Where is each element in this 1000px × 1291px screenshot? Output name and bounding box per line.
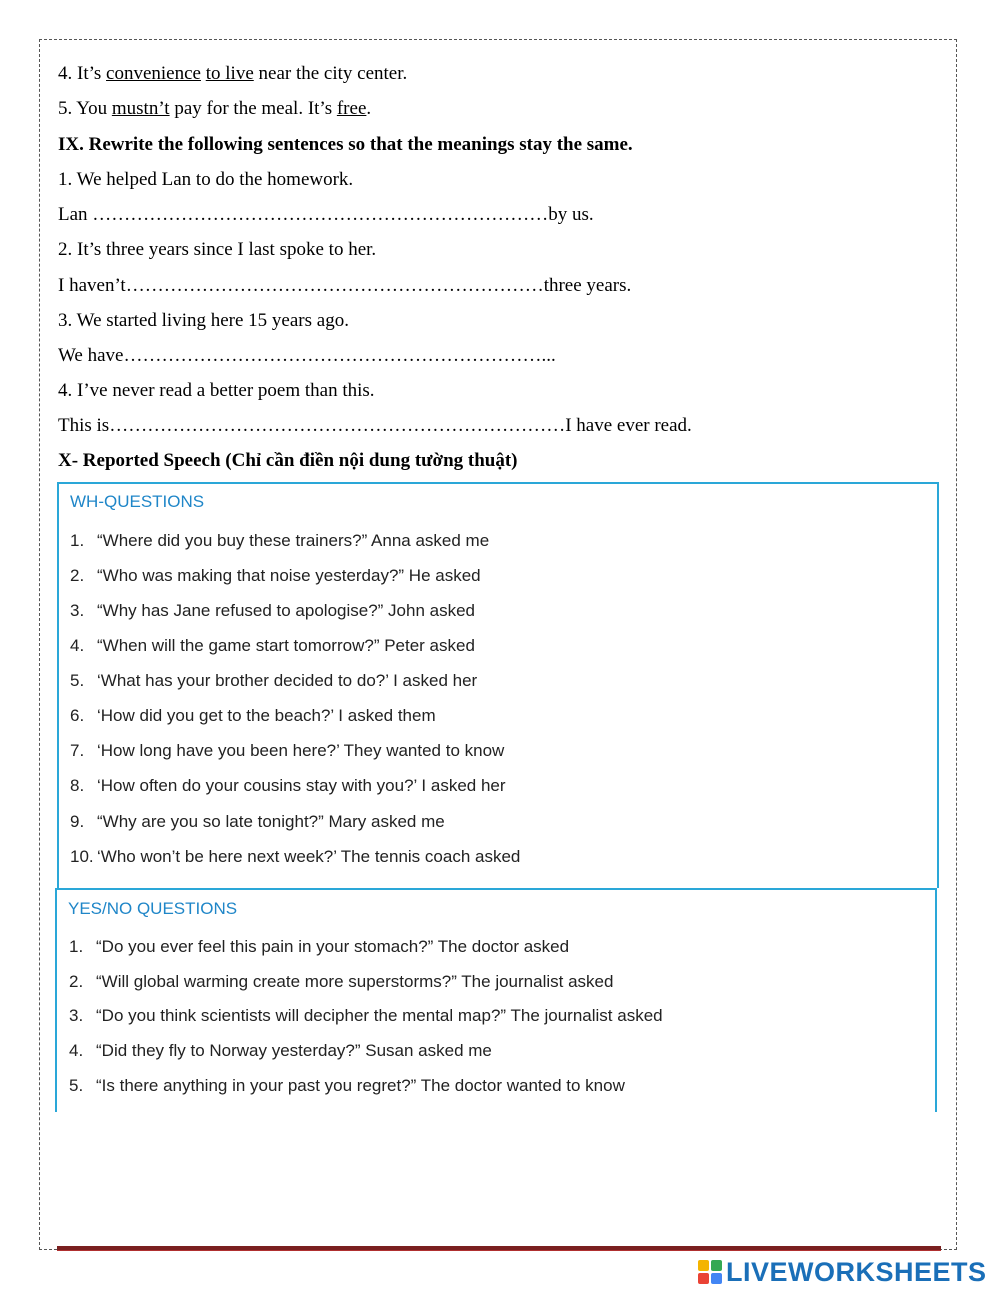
liveworksheets-logo[interactable]	[698, 1258, 987, 1286]
logo-square	[698, 1273, 709, 1284]
rewrite-answer-line[interactable]: This is………………………………………………………………I have ever read.	[58, 415, 692, 436]
section-10-heading: X- Reported Speech (Chỉ cần điền nội dung tường thuật)	[58, 450, 518, 471]
wh-question-text: “When will the game start tomorrow?” Peter asked	[97, 636, 475, 655]
question-number: 6.	[70, 706, 85, 725]
top-line-5: 5. You mustn’t pay for the meal. It’s free.	[58, 98, 372, 119]
underlined-word: free	[336, 98, 367, 119]
question-number: 2.	[69, 972, 84, 991]
question-number: 7.	[70, 741, 85, 760]
footer-divider	[57, 1246, 941, 1251]
wh-question-text: “Where did you buy these trainers?” Anna asked me	[97, 531, 490, 550]
underlined-word: to live	[205, 63, 254, 84]
wh-question-text: ‘Who won’t be here next week?’ The tennis coach asked	[97, 847, 521, 866]
question-number: 2.	[70, 566, 85, 585]
yes-no-question-text: “Did they fly to Norway yesterday?” Susan asked me	[96, 1041, 492, 1060]
logo-squares-icon	[698, 1260, 722, 1284]
yes-no-question-text: “Will global warming create more superstorms?” The journalist asked	[96, 972, 614, 991]
question-number: 8.	[70, 776, 85, 795]
underlined-word: convenience	[106, 63, 201, 84]
question-number: 1.	[69, 937, 84, 956]
yes-no-question-text: “Do you ever feel this pain in your stomach?” The doctor asked	[96, 937, 570, 956]
logo-square	[698, 1260, 709, 1271]
question-number: 5.	[69, 1076, 84, 1095]
rewrite-question: 1. We helped Lan to do the homework.	[58, 169, 354, 190]
question-number: 10.	[70, 847, 94, 866]
yes-no-questions-title: YES/NO QUESTIONS	[68, 899, 238, 918]
wh-question-text: ‘How did you get to the beach?’ I asked them	[97, 706, 436, 725]
top-line-4: 4. It’s convenience to live near the city center.	[58, 63, 408, 84]
wh-question-text: “Who was making that noise yesterday?” He asked	[97, 566, 481, 585]
underlined-word: mustn’t	[111, 98, 170, 119]
rewrite-question: 2. It’s three years since I last spoke to her.	[58, 239, 377, 260]
wh-question-text: ‘How long have you been here?’ They wanted to know	[97, 741, 505, 760]
logo-square	[711, 1273, 722, 1284]
question-number: 5.	[70, 671, 85, 690]
yes-no-question-text: “Is there anything in your past you regret?” The doctor wanted to know	[96, 1076, 625, 1095]
wh-questions-title: WH-QUESTIONS	[70, 492, 205, 511]
question-number: 4.	[70, 636, 85, 655]
question-number: 3.	[70, 601, 85, 620]
wh-question-text: ‘How often do your cousins stay with you?’ I asked her	[97, 776, 506, 795]
wh-question-text: “Why are you so late tonight?” Mary asked me	[97, 812, 445, 831]
question-number: 9.	[70, 812, 85, 831]
section-9-heading: IX. Rewrite the following sentences so that the meanings stay the same.	[58, 134, 633, 155]
logo-square	[711, 1260, 722, 1271]
wh-question-text: “Why has Jane refused to apologise?” John asked	[97, 601, 476, 620]
question-number: 1.	[70, 531, 85, 550]
rewrite-question: 3. We started living here 15 years ago.	[58, 310, 349, 331]
question-number: 3.	[69, 1006, 84, 1025]
wh-question-text: ‘What has your brother decided to do?’ I asked her	[97, 671, 478, 690]
rewrite-answer-line[interactable]: Lan ………………………………………………………………by us.	[58, 204, 594, 225]
rewrite-answer-line[interactable]: We have…………………………………………………………...	[58, 345, 556, 366]
question-number: 4.	[69, 1041, 84, 1060]
rewrite-question: 4. I’ve never read a better poem than this.	[58, 380, 375, 401]
logo-text: LIVEWORKSHEETS	[726, 1256, 987, 1287]
yes-no-question-text: “Do you think scientists will decipher the mental map?” The journalist asked	[96, 1006, 663, 1025]
rewrite-answer-line[interactable]: I haven’t…………………………………………………………three years.	[58, 275, 632, 296]
